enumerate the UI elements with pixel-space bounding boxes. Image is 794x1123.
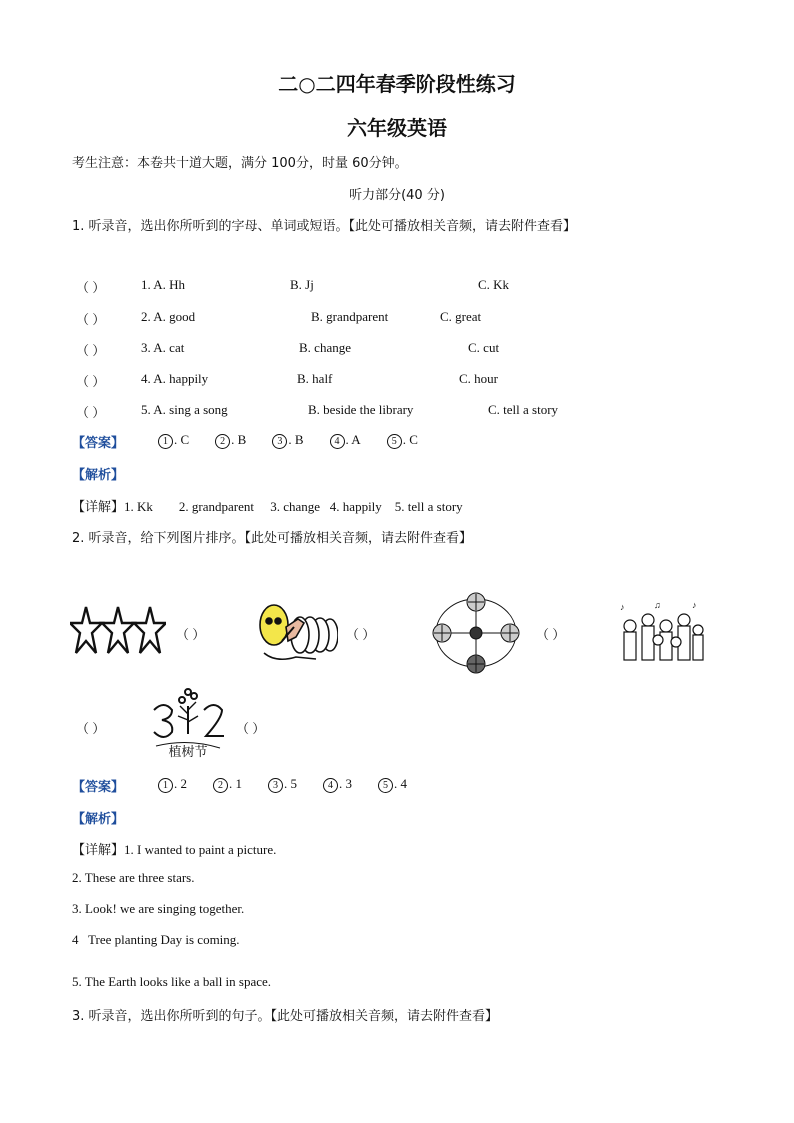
option-a: 1. A. Hh [141,277,186,292]
section-heading: 听力部分(40 分) [349,188,445,203]
q1-answers: 1 . C 2 . B 3 . B 4 . A 5 . C [158,432,444,449]
q2-detail-line: 2. These are three stars. [72,870,195,885]
option-b: B. Jj [290,277,314,292]
q1-detail: 【详解】1. Kk 2. grandparent 3. change 4. happily 5. tell a story [72,499,463,515]
option-a: 3. A. cat [141,340,185,355]
svg-text:♪: ♪ [692,600,697,610]
tree-day-label: 植树节 [168,745,208,760]
option-b: B. change [299,340,351,355]
answer-blank[interactable]: （ ） [76,405,106,420]
option-c: C. great [440,309,482,324]
answer-blank[interactable]: （ ） [76,280,106,295]
option-b: B. beside the library [308,402,414,417]
page-subtitle: 六年级英语 [347,116,447,140]
earth-orbit-image [428,588,524,678]
svg-text:♫: ♫ [654,600,661,610]
option-b: B. grandparent [311,309,389,324]
exam-notice: 考生注意：本卷共十道大题，满分 100分，时量 60分钟。 [72,156,408,171]
answer-blank[interactable]: （ ） [76,343,106,358]
option-c: C. hour [459,371,498,386]
option-c: C. Kk [478,277,510,292]
analysis-label: 【解析】 [72,468,125,483]
q2-answers: 1 . 2 2 . 1 3 . 5 4 . 3 5 . 4 [158,776,433,793]
answer-blank[interactable]: （ ） [236,721,266,736]
option-c: C. tell a story [488,402,559,417]
three-stars-image [70,603,166,659]
answer-blank[interactable]: （ ） [176,627,206,642]
analysis-label: 【解析】 [72,812,125,827]
q1-prompt: 1. 听录音，选出你所听到的字母、单词或短语。【此处可播放相关音频，请去附件查看】 [72,219,577,234]
answer-blank[interactable]: （ ） [536,627,566,642]
svg-text:♪: ♪ [620,602,625,612]
option-a: 4. A. happily [141,371,209,386]
answer-label: 【答案】 [72,436,125,451]
q2-detail-line: 【详解】1. I wanted to paint a picture. [72,842,277,858]
page-title: 二○二四年春季阶段性练习 [278,72,516,96]
answer-label: 【答案】 [72,780,125,795]
answer-blank[interactable]: （ ） [76,312,106,327]
painting-image [256,597,338,667]
q2-detail-line: 5. The Earth looks like a ball in space. [72,974,272,989]
answer-blank[interactable]: （ ） [76,374,106,389]
answer-blank[interactable]: （ ） [346,627,376,642]
tree-planting-day-image [150,686,226,762]
option-a: 2. A. good [141,309,196,324]
q2-prompt: 2. 听录音，给下列图片排序。【此处可播放相关音频，请去附件查看】 [72,531,473,546]
answer-blank[interactable]: （ ） [76,721,106,736]
option-b: B. half [297,371,333,386]
option-c: C. cut [468,340,500,355]
option-a: 5. A. sing a song [141,402,228,417]
singing-children-image [614,600,706,664]
q2-detail-line: 3. Look! we are singing together. [72,901,245,916]
q3-prompt: 3. 听录音，选出你所听到的句子。【此处可播放相关音频，请去附件查看】 [72,1009,499,1024]
q2-detail-line: 4 Tree planting Day is coming. [72,932,240,947]
